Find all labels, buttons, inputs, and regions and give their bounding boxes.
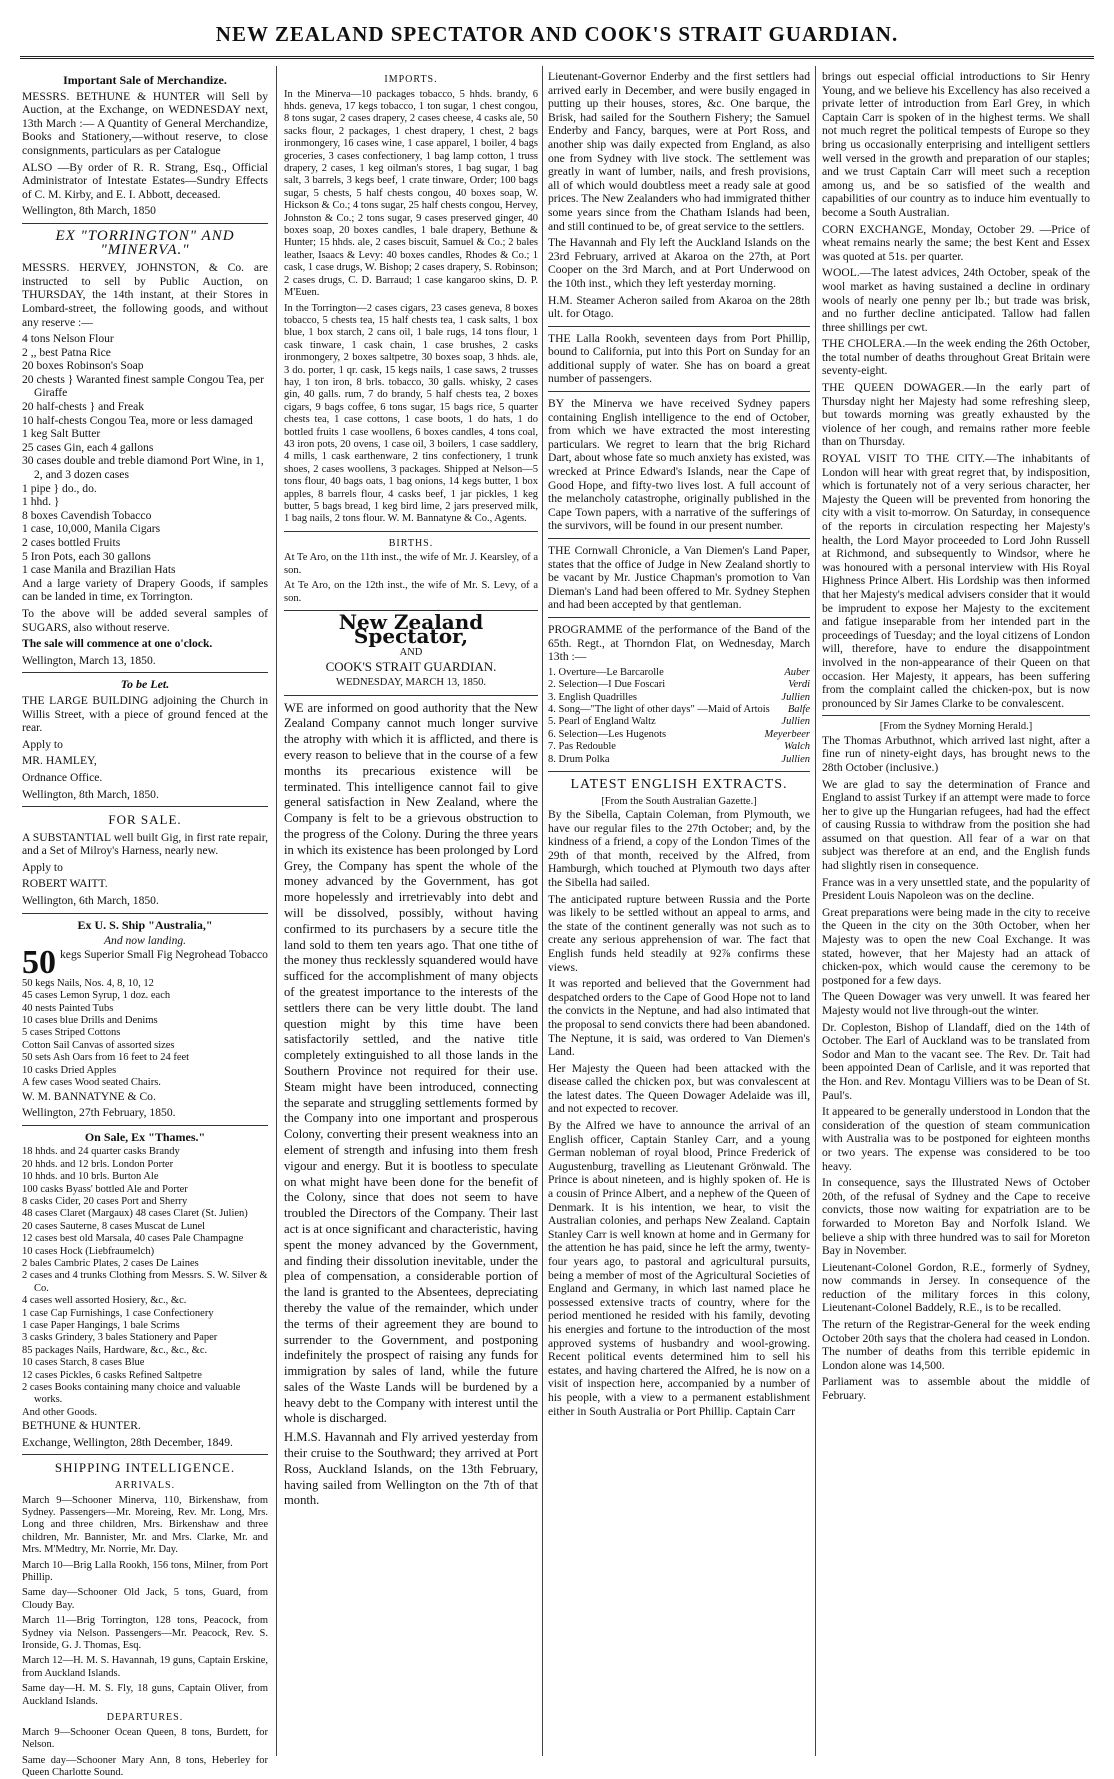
article-paragraph: CORN EXCHANGE, Monday, October 29. —Price of wheat remains nearly the same; the best Kent and Essex was quoted at 51s. per quarter.	[822, 223, 1090, 264]
list-item: 5 Iron Pots, each 30 gallons	[22, 550, 268, 564]
programme-composer: Balfe	[800, 704, 810, 716]
item-list	[22, 332, 268, 577]
programme-item	[548, 716, 810, 728]
article-paragraph: THE Cornwall Chronicle, a Van Diemen's Land Paper, states that the office of Judge in New Zealand shortly to be vacant by Mr. Justice Chapman's promotion to Van Dieman's Land had been offered to Mr. Sydney Stephen and had been accepted by that gentleman.	[548, 544, 810, 612]
programme-composer: Jullien	[793, 716, 810, 728]
article-paragraph: Great preparations were being made in the city to receive the Queen in the city on the 30th October, when her Majesty was to open the new Coal Exchange. It was stated, however, that her Majesty had an attack of chicken-pox, which would cause the ceremony to be postponed for a few days.	[822, 906, 1090, 988]
article-paragraph: H.M.S. Havannah and Fly arrived yesterday from their cruise to the Southward; they arrived at Port Ross, Auckland Islands, on the 13th February, having sailed from Wellington on the 7th of that month.	[284, 1430, 538, 1509]
divider	[284, 531, 538, 532]
arrivals-list	[22, 1495, 268, 1709]
ad-title: FOR SALE.	[22, 813, 268, 827]
list-item: 1 keg Salt Butter	[22, 427, 268, 441]
programme-list	[548, 667, 810, 766]
list-item: 50 sets Ash Oars from 16 feet to 24 feet	[22, 1052, 268, 1064]
article-paragraph: The Thomas Arbuthnot, which arrived last night, after a fine run of ninety-eight days, has brought news to the 28th October (inclusive.)	[822, 734, 1090, 775]
divider	[822, 715, 1090, 716]
section-subtitle: ARRIVALS.	[22, 1479, 268, 1493]
arrival-entry: Same day—H. M. S. Fly, 18 guns, Captain Oliver, from Auckland Islands.	[22, 1683, 268, 1708]
ad-body: A SUBSTANTIAL well built Gig, in first rate repair, and a Set of Milroy's Harness, nearly new.	[22, 831, 268, 858]
ad-date: Wellington, 27th February, 1850.	[22, 1106, 268, 1120]
article-paragraph: Her Majesty the Queen had been attacked with the disease called the chicken pox, but was convalescent at the latest dates. The Queen Dowager Adelaide was ill, and not expected to recover.	[548, 1062, 810, 1116]
article-paragraph: brings out especial official introductions to Sir Henry Young, and we believe his Excellency has also received a private letter of introduction from Earl Grey, in which Captain Carr is spoken of in the highest terms. We shall not much regret the political tempests of Europe so they bring us occasionally enterprising and intelligent settlers well versed in the growth and preparation of our staples; and we trust Captain Carr will meet such a reception among us, and be so satisfied of the wealth and capabilities of our country as to induce him eventually to become a South Australian.	[822, 70, 1090, 220]
ad-name: BETHUNE & HUNTER.	[22, 1419, 268, 1433]
divider	[22, 806, 268, 807]
programme-piece: 4. Song—"The light of other days" —Maid of Artois	[560, 704, 770, 716]
programme-piece: 8. Drum Polka	[560, 754, 610, 766]
leader-article	[284, 701, 538, 1510]
masthead-rule	[20, 56, 1094, 59]
ad-body: And a large variety of Drapery Goods, if samples can be landed in time, ex Torrington.	[22, 577, 268, 604]
list-item: 3 casks Grindery, 3 bales Stationery and Paper	[22, 1332, 268, 1344]
list-item: 10 cases Starch, 8 cases Blue	[22, 1357, 268, 1369]
article-paragraph: The Havannah and Fly left the Auckland Islands on the 23rd February, arrived at Akaroa on the 27th, at Port Cooper on the 3rd March, and at Port Underwood on the 10th inst., which they left yesterday morning.	[548, 236, 810, 290]
list-item: 30 cases double and treble diamond Port Wine, in 1, 2, and 3 dozen cases	[22, 454, 268, 481]
ad-date: Wellington, 8th March, 1850.	[22, 788, 268, 802]
ad-date: Wellington, 8th March, 1850	[22, 204, 268, 218]
article-paragraph: Lieutenant-Colonel Gordon, R.E., formerly of Sydney, now commands in Jersey. In consequence of the reduction of the military forces in this colony, Lieutenant-Colonel Baddely, R.E., is to be recalled.	[822, 1261, 1090, 1315]
ad-body: MESSRS. BETHUNE & HUNTER will Sell by Auction, at the Exchange, on WEDNESDAY next, 13th March :— A Quantity of General Merchandize, Books and Stationery,—without reserve, to close consignments, particulars as per Catalogue	[22, 90, 268, 158]
ad-body: The sale will commence at one o'clock.	[22, 637, 268, 651]
programme-composer: Jullien	[793, 754, 810, 766]
article-paragraph: It appeared to be generally understood in London that the consideration of the question of steam communication with Australia was to be postponed for eighteen months or two years. The expense was considered to be too heavy.	[822, 1105, 1090, 1173]
divider	[22, 913, 268, 914]
list-item: 8 casks Cider, 20 cases Port and Sherry	[22, 1196, 268, 1208]
list-item: 85 packages Nails, Hardware, &c., &c., &c.	[22, 1345, 268, 1357]
list-item: 1 pipe } do., do.	[22, 482, 268, 496]
article-paragraph: By the Sibella, Captain Coleman, from Plymouth, we have our regular files to the 27th October; and, by the kindness of a friend, a copy of the London Times of the 29th of that month, received by the Alfred, from Hamburgh, which touched at Plymouth two days after the Sibella had sailed.	[548, 808, 810, 890]
arrival-entry: March 12—H. M. S. Havannah, 19 guns, Captain Erskine, from Auckland Islands.	[22, 1655, 268, 1680]
article-paragraph: It was reported and believed that the Government had despatched orders to the Cape of Good Hope not to land the convicts in the Neptune, and had also intimated that the proposal to send convicts there had been abandoned. The Neptune, it is said, was ordered to Van Diemen's Land.	[548, 977, 810, 1059]
paper-and: AND	[284, 647, 538, 659]
ad-apply: Apply to	[22, 738, 268, 752]
list-item: 10 hhds. and 10 brls. Burton Ale	[22, 1171, 268, 1183]
programme-piece: 3. English Quadrilles	[560, 692, 637, 704]
list-item: 1 hhd. }	[22, 495, 268, 509]
list-item: 2 ,, best Patna Rice	[22, 346, 268, 360]
imports-text: In the Torrington—2 cases cigars, 23 cases geneva, 8 boxes tobacco, 5 chests tea, 15 half chests tea, 1 cask salts, 1 box blue, 1 box starch, 2 cans oil, 1 bale rugs, 14 tons flour, 1 cask tinware, 1 cask chain, 1 case brushes, 2 casks ironmongery, 2 boxes saltpetre, 30 boxes soap, 3 hhds. ale, 3 do. porter, 1 qr. cask, 15 kegs nails, 1 case saws, 2 trusses hay, 1 ton iron, 8 brls. tobacco, 30 galls. whisky, 2 cases gin, 40 galls. rum, 7 do brandy, 5 half chests tea, 2 boxes cigars, 9 bags coffee, 6 tons sugar, 15 bags rice, 5 quarter chests tea, 1 case cottons, 1 case boots, 1 do hats, 1 do bottled fruits 1 case woollens, 6 boxes candles, 4 tons coal, 43 iron pots, 20 ovens, 1 case oil, 3 boilers, 1 case saddlery, 4 mills, 1 cask earthenware, 2 tins confectionery, 1 trunk shoes, 2 cases woollens, 3 packages. Shipped at Nelson—5 tons flour, 40 bags oats, 1 bag onions, 14 kegs butter, 1 box apples, 8 barrels flour, 4 casks beef, 1 jar pickles, 1 keg butter, 5 bags bread, 1 keg bird lime, 2 jars preserved milk, 1 bag nails, 2 tons flour. W. M. Bannatyne & Co., Agents.	[284, 303, 538, 526]
article-paragraph: By the Alfred we have to announce the arrival of an English officer, Captain Stanley Carr, and a young German nobleman of royal blood, Prince Frederick of Augustenburg, travelling as Lieutenant Grönwald. The Prince is about nineteen, and is highly spoken of. He is a cousin of Prince Albert, and a nephew of the Queen of Denmark. It is his intention, we hear, to visit the Australian colonies, and perhaps New Zealand. Captain Stanley Carr is well known at home and in Germany for the attention he has paid, since he left the army, twenty-four years ago, to pastoral and agricultural pursuits, being a member of most of the Agricultural Societies of England and Germany, in which last named place he possessed extensive tracts of country, where for the period mentioned he resided with his family, devoting his energies and fortune to the introduction of the most approved systems of husbandry and wool-growing. Recent political events determined him to sell his estates, and having chartered the Alfred, he is now on a visit of inspection here, accompanied by a number of his people, with a view to a permanent establishment either in South Australia or Port Phillip. Captain Carr	[548, 1119, 810, 1418]
list-item: 20 cases Sauterne, 8 cases Muscat de Lunel	[22, 1221, 268, 1233]
divider	[548, 326, 810, 327]
list-item: 12 cases Pickles, 6 casks Refined Saltpetre	[22, 1370, 268, 1382]
list-item: 18 hhds. and 24 quarter casks Brandy	[22, 1146, 268, 1158]
masthead: NEW ZEALAND SPECTATOR AND COOK'S STRAIT GUARDIAN.	[20, 22, 1094, 47]
departures-list	[22, 1727, 268, 1779]
paper-date: WEDNESDAY, MARCH 13, 1850.	[284, 677, 538, 689]
divider	[548, 771, 810, 772]
paper-name-2: COOK'S STRAIT GUARDIAN.	[284, 660, 538, 674]
ad-date: Wellington, March 13, 1850.	[22, 654, 268, 668]
article-paragraph: The anticipated rupture between Russia and the Porte was likely to be settled without an appeal to arms, and the state of the continent generally was not such as to create any serious apprehension of war. The fact that English funds held steadily at 92⅞ confirms these views.	[548, 893, 810, 975]
programme-item	[548, 704, 810, 716]
ad-title: On Sale, Ex "Thames."	[22, 1131, 268, 1145]
programme-piece: 7. Pas Redouble	[560, 741, 616, 753]
section-title: IMPORTS.	[284, 73, 538, 87]
article-paragraph: THE CHOLERA.—In the week ending the 26th October, the total number of deaths throughout Great Britain were seventy-eight.	[822, 337, 1090, 378]
list-item: 2 bales Cambric Plates, 2 cases De Laines	[22, 1258, 268, 1270]
ad-body: MESSRS. HERVEY, JOHNSTON, & Co. are instructed to sell by Public Auction, on THURSDAY, the 14th instant, at their Stores in Lombard-street, the following goods, and without any reserve :—	[22, 261, 268, 329]
article-paragraph: THE QUEEN DOWAGER.—In the early part of Thursday night her Majesty had some refreshing sleep, but towards morning was greatly exhausted by the violence of her cough, and remains rather more feeble than on Thursday.	[822, 381, 1090, 449]
list-item: 2 cases bottled Fruits	[22, 536, 268, 550]
article-paragraph: BY the Minerva we have received Sydney papers containing English intelligence to the end of October, from which we have extracted the most interesting particulars. We regret to learn that the brig Richard Dart, about whose fate so much anxiety has existed, was wrecked at Prince Edward's Islands, near the Cape of Good Hope, and fifty-two lives lost. A full account of the melancholy catastrophe, originally published in the Cape Town papers, with a narrative of the sufferings of the survivors, will be found in our present number.	[548, 397, 810, 533]
column-3	[548, 70, 810, 1750]
list-item: 48 cases Claret (Margaux) 48 cases Claret (St. Julien)	[22, 1208, 268, 1220]
list-item: 20 boxes Robinson's Soap	[22, 359, 268, 373]
divider	[548, 391, 810, 392]
article-paragraph: WOOL.—The latest advices, 24th October, speak of the wool market as having sustained a decline in ordinary wools of nearly one penny per lb.; but trade was brisk, and no further decline anticipated. Tallow had fallen three shillings per cwt.	[822, 266, 1090, 334]
list-item: 8 boxes Cavendish Tobacco	[22, 509, 268, 523]
ad-body: THE LARGE BUILDING adjoining the Church in Willis Street, with a piece of ground fenced at the rear.	[22, 694, 268, 735]
list-item: 10 casks Dried Apples	[22, 1065, 268, 1077]
article-paragraph: Lieutenant-Governor Enderby and the first settlers had arrived early in December, and were busily engaged in putting up their houses, stores, &c. One barque, the Brisk, had sailed for the Southern Fishery; the Samuel Enderby and Fancy, barques, were at Port Ross, and another ship was daily expected from England, as also one from Sydney with live stock. The settlement was greatly in want of lumber, nails, and fresh provisions, all of which would doubtless meet a ready sale at good prices. The New Zealanders who had immigrated thither some years since from the Chatham Islands had been, and still continued to be, of great service to the settlers.	[548, 70, 810, 233]
ad-apply: Apply to	[22, 861, 268, 875]
ad-name: W. M. BANNATYNE & Co.	[22, 1090, 268, 1104]
column-divider	[815, 66, 816, 1756]
article-paragraph: PROGRAMME of the performance of the Band of the 65th. Regt., at Thorndon Flat, on Wednesday, March 13th :—	[548, 623, 810, 664]
divider	[548, 538, 810, 539]
paper-name: New Zealand Spectator,	[284, 616, 538, 643]
article-paragraph: France was in a very unsettled state, and the popularity of President Louis Napoleon was on the decline.	[822, 876, 1090, 903]
programme-item	[548, 741, 810, 753]
births-list	[284, 552, 538, 605]
source-note: [From the South Australian Gazette.]	[548, 796, 810, 808]
column-1	[22, 70, 268, 1750]
ad-body: ALSO —By order of R. R. Strang, Esq., Official Administrator of Intestate Estates—Sundry Effects of C. M. Kirby, and E. I. Abbott, deceased.	[22, 161, 268, 202]
birth-entry: At Te Aro, on the 11th inst., the wife of Mr. J. Kearsley, of a son.	[284, 552, 538, 577]
list-item: 2 cases and 4 trunks Clothing from Messrs. S. W. Silver & Co.	[22, 1270, 268, 1295]
imports-text: In the Minerva—10 packages tobacco, 5 hhds. brandy, 6 hhds. geneva, 17 kegs tobacco, 1 ton sugar, 1 chest congou, 8 tons sugar, 2 cases drapery, 2 cases cheese, 4 casks ale, 50 sacks flour, 2 packages, 1 chest drapery, 1 chest, 2 bags ironmongery, 16 cases wine, 1 case apparel, 1 boiler, 4 bags groceries, 3 cases confectionery, 1 bag lamp cotton, 1 truss drapery, 2 cases, 1 keg oilman's stores, 1 bag sugar, 1 bag salt, 3 barrels, 3 kegs beef, 1 crate tinware, Order; 100 bags sugar, 5 chests, 5 half chests congou, 40 boxes soap, W. Hickson & Co.; 4 tons sugar, 25 half chests congou, Hervey, Johnston & Co.; 2 tons sugar, 9 cases preserved ginger, 40 boxes soap, 20 boxes candles, 1 bale drapery, Bethune & Hunter; 15 hhds. ale, 2 cases biscuit, Samuel & Co.; 2 bales leather, Isaacs & Levy: 40 boxes candles, Rhodes & Co.; 1 cask, 1 case drugs, W. Bishop; 2 cases drapery, S. Robinson; 2 cases drugs, C. D. Barraud; 1 case kangaroo skins, D. P. M'Euen.	[284, 89, 538, 300]
article-text	[822, 734, 1090, 1403]
source-note: [From the Sydney Morning Herald.]	[822, 721, 1090, 733]
column-divider	[276, 66, 277, 1756]
ad-title: Important Sale of Merchandize.	[22, 74, 268, 88]
list-item: 10 half-chests Congou Tea, more or less damaged	[22, 414, 268, 428]
divider	[548, 617, 810, 618]
arrival-entry: March 11—Brig Torrington, 128 tons, Peacock, from Sydney via Nelson. Passengers—Mr. Peacock, Rev. S. Ironside, G. J. Thomas, Esq.	[22, 1615, 268, 1652]
ad-body: kegs Superior Small Fig Negrohead Tobacco	[60, 948, 268, 961]
programme-composer: Jullien	[793, 692, 810, 704]
list-item: 5 cases Striped Cottons	[22, 1027, 268, 1039]
list-item: 20 half-chests } and Freak	[22, 400, 268, 414]
section-title: LATEST ENGLISH EXTRACTS.	[548, 778, 810, 792]
list-item: 4 cases well assorted Hosiery, &c., &c.	[22, 1295, 268, 1307]
divider	[284, 695, 538, 696]
list-item: 1 case Paper Hangings, 1 bale Scrims	[22, 1320, 268, 1332]
column-2	[284, 70, 538, 1750]
list-item: And other Goods.	[22, 1407, 268, 1419]
programme-piece: 6. Selection—Les Hugenots	[560, 729, 666, 741]
list-item: 20 hhds. and 12 brls. London Porter	[22, 1159, 268, 1171]
list-item: 50 kegs Nails, Nos. 4, 8, 10, 12	[22, 978, 268, 990]
list-item: 40 nests Painted Tubs	[22, 1003, 268, 1015]
article-paragraph: In consequence, says the Illustrated News of October 20th, of the refusal of Sydney and the Cape to receive convicts, those now waiting for expatriation are to be forwarded to Moreton Bay and Norfolk Island. We believe a ship with three hundred was to sail for Moreton Bay in November.	[822, 1176, 1090, 1258]
list-item: A few cases Wood seated Chairs.	[22, 1077, 268, 1089]
birth-entry: At Te Aro, on the 12th inst., the wife of Mr. S. Levy, of a son.	[284, 580, 538, 605]
divider	[22, 672, 268, 673]
ad-big-number: 50	[22, 948, 56, 978]
programme-item	[548, 729, 810, 741]
programme-piece: 5. Pearl of England Waltz	[560, 716, 656, 728]
article-paragraph: The Queen Dowager was very unwell. It was feared her Majesty would not live through-out the winter.	[822, 990, 1090, 1017]
divider	[22, 1125, 268, 1126]
programme-item	[548, 692, 810, 704]
list-item: 1 case Cap Furnishings, 1 case Confectionery	[22, 1308, 268, 1320]
departure-entry: March 9—Schooner Ocean Queen, 8 tons, Burdett, for Nelson.	[22, 1727, 268, 1752]
programme-piece: 2. Selection—I Due Foscari	[560, 679, 665, 691]
list-item: 25 cases Gin, each 4 gallons	[22, 441, 268, 455]
programme-composer: Verdi	[800, 679, 810, 691]
section-subtitle: DEPARTURES.	[22, 1711, 268, 1725]
item-list	[22, 978, 268, 1090]
list-item: 20 chests } Waranted finest sample Congou Tea, per Giraffe	[22, 373, 268, 400]
extracts-text	[548, 808, 810, 1418]
departure-entry: Same day—Schooner Mary Ann, 8 tons, Heberley for Queen Charlotte Sound.	[22, 1755, 268, 1779]
ad-title: Ex U. S. Ship "Australia,"	[22, 919, 268, 933]
ad-body: To the above will be added several samples of SUGARS, also without reserve.	[22, 607, 268, 634]
programme-composer: Walch	[796, 741, 810, 753]
programme-item	[548, 754, 810, 766]
section-title: BIRTHS.	[284, 537, 538, 551]
programme-piece: 1. Overture—Le Barcarolle	[560, 667, 664, 679]
ad-name: MR. HAMLEY,	[22, 754, 268, 768]
list-item: 100 casks Byass' bottled Ale and Porter	[22, 1184, 268, 1196]
ad-title: To be Let.	[22, 678, 268, 692]
column-4	[822, 70, 1090, 1750]
article-paragraph: The return of the Registrar-General for the week ending October 20th says that the cholera had ceased in London. The number of deaths from this terrible epidemic in London alone was 14,500.	[822, 1318, 1090, 1372]
programme-composer: Meyerbeer	[777, 729, 810, 741]
article-paragraph: Parliament was to assemble about the middle of February.	[822, 1375, 1090, 1402]
list-item: 10 cases blue Drills and Denims	[22, 1015, 268, 1027]
article-paragraph: H.M. Steamer Acheron sailed from Akaroa on the 28th ult. for Otago.	[548, 294, 810, 321]
article-paragraph: We are glad to say the determination of France and England to assist Turkey if an attempt were made to force her to give up the Hungarian refugees, had had the effect of causing Russia to withdraw from the position she had assumed on that question. All fear of a war on that subject was therefore at an end, and the English funds had slightly risen in consequence.	[822, 778, 1090, 873]
list-item: 12 cases best old Marsala, 40 cases Pale Champagne	[22, 1233, 268, 1245]
programme-item	[548, 667, 810, 679]
ad-title: EX "TORRINGTON" AND "MINERVA."	[22, 230, 268, 257]
divider	[22, 223, 268, 224]
divider	[22, 1454, 268, 1455]
ad-subtitle: And now landing.	[22, 934, 268, 948]
list-item: 1 case Manila and Brazilian Hats	[22, 563, 268, 577]
ad-name: Ordnance Office.	[22, 771, 268, 785]
article-paragraph: ROYAL VISIT TO THE CITY.—The inhabitants of London will hear with great regret that, by indisposition, which is fortunately not of a very serious character, her Majesty the Queen will be prevented from honoring the city with a visit to-morrow. On Saturday, in consequence of the reports in circulation respecting her Majesty's health, the Lord Mayor proceeded to Lord John Russell at Richmond, and subsequently to Windsor, where he was honoured with a personal interview with His Royal Highness Prince Albert. His Lordship was then informed that her Majesty's medical advisers consider that it would be imprudent to expose her Majesty to the excitement and fatigue inseparable from her intended part in the proceedings of Tuesday; and the loyal citizens of London will, therefore, have to endure the disappointment involved in the non-appearance of their Queen on that occasion. Her Majesty, it appears, has been suffering from the complaint called the chicken-pox, but is now pronounced by Sir James Clarke to be convalescent.	[822, 452, 1090, 710]
article-paragraph: Dr. Copleston, Bishop of Llandaff, died on the 14th of October. The Earl of Auckland was to be translated from Sodor and Man to the vacant see. The Rev. Dr. Tait had been appointed Dean of Carlisle, and it was reported that the Hon. and Rev. Montagu Villiers was to be Dean of St. Paul's.	[822, 1021, 1090, 1103]
article-paragraph: WE are informed on good authority that the New Zealand Company cannot much longer survive the atrophy with which it is afflicted, and there is every reason to believe that in the course of a few months its precarious existence will be terminated. This intelligence cannot fail to give general satisfaction in New Zealand, where the Company is felt to be a grievous obstruction to the progress of the Colony. During the three years in which its existence has been prolonged by Lord Grey, the Company has spent the whole of the money advanced by the Government, has got more hopelessly and irretrievably into debt and will be dissolved, possibly, without having confirmed to its purchasers by a secure title the land sold to them ten years ago. That one tithe of the money thus recklessly squandered would have sufficed for the accomplishment of many objects of the greatest importance to the interests of the settlers there can be very little doubt. The land question might by this time have been satisfactorily settled, and the native title completely extinguished to all those lands in the Southern Province not required for their use. Steam might have been introduced, connecting the separate and struggling settlements formed by the Company into one important and prosperous Colony, converting their present weakness into an element of strength and infusing into them fresh vigour and energy. But it is bootless to speculate on what might have been done for the benefit of the Colony, since that does not seem to have troubled the Directors of the Company. Their last act is at once significant and characteristic, having spent the money advanced by the Government, and finding their dissolution inevitable, under the plea of compensation, a considerable portion of the land is granted to the Absentees, depreciating thereby the value of the remainder, which under the terms of their agreement they are bound to surrender to the Government, and postponing indefinitely the prospect of raising any funds for immigration by sales of land, while the future sales of the Waste Lands will be burdened by a heavy debt to the Company with interest until the whole is discharged.	[284, 701, 538, 1428]
programme-composer: Auber	[796, 667, 810, 679]
ad-date: Exchange, Wellington, 28th December, 1849.	[22, 1436, 268, 1450]
section-title: SHIPPING INTELLIGENCE.	[22, 1461, 268, 1475]
arrival-entry: Same day—Schooner Old Jack, 5 tons, Guard, from Cloudy Bay.	[22, 1587, 268, 1612]
article-paragraph: THE Lalla Rookh, seventeen days from Port Phillip, bound to California, put into this Port on Sunday for an additional supply of water. She has on board a great number of passengers.	[548, 332, 810, 386]
list-item: 1 case, 10,000, Manila Cigars	[22, 522, 268, 536]
item-list	[22, 1146, 268, 1419]
ad-name: ROBERT WAITT.	[22, 877, 268, 891]
list-item: 45 cases Lemon Syrup, 1 doz. each	[22, 990, 268, 1002]
ad-date: Wellington, 6th March, 1850.	[22, 894, 268, 908]
programme-item	[548, 679, 810, 691]
arrival-entry: March 10—Brig Lalla Rookh, 156 tons, Milner, from Port Phillip.	[22, 1560, 268, 1585]
column-divider	[542, 66, 543, 1756]
list-item: 2 cases Books containing many choice and valuable works.	[22, 1382, 268, 1407]
list-item: 10 cases Hock (Liebfraumelch)	[22, 1246, 268, 1258]
arrival-entry: March 9—Schooner Minerva, 110, Birkenshaw, from Sydney. Passengers—Mr. Moreing, Rev. Mr. Long, Mrs. Long and three children, Mrs. Birkenshaw and three children, Mr. Bannister, Mr. and Mrs. Clarke, Mr. and Mrs. M'Medtry, Mr. Norrie, Mr. Day.	[22, 1495, 268, 1557]
list-item: Cotton Sail Canvas of assorted sizes	[22, 1040, 268, 1052]
list-item: 4 tons Nelson Flour	[22, 332, 268, 346]
